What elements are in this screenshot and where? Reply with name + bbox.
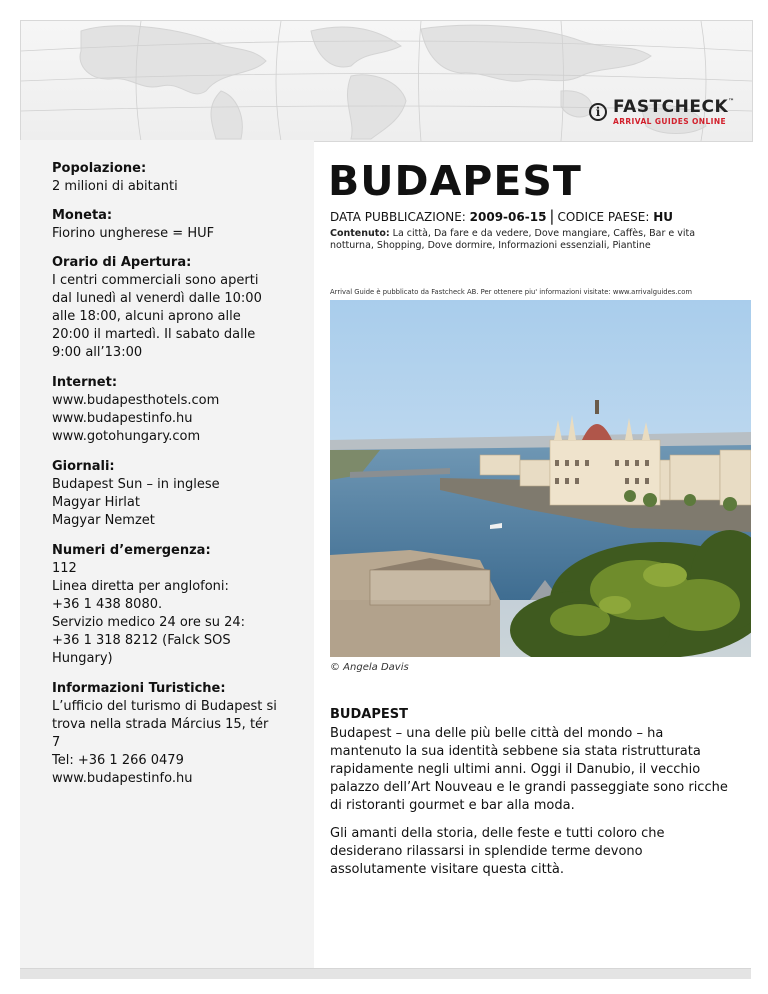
- footer-bar: [20, 968, 751, 979]
- emergency-section: [52, 542, 314, 668]
- paragraph-line: palazzo dell’Art Nouveau e le grandi passeggiate sono ricche: [330, 780, 728, 795]
- opening-hours-line: I centri commerciali sono aperti: [52, 273, 259, 288]
- opening-hours-line: 20:00 il martedì. Il sabato dalle: [52, 327, 256, 342]
- photo-credit: © Angela Davis: [330, 662, 409, 673]
- emergency-line: +36 1 318 8212 (Falck SOS: [52, 633, 231, 648]
- opening-hours-line: dal lunedì al venerdì dalle 10:00: [52, 291, 262, 306]
- publisher-note: Arrival Guide è pubblicato da Fastcheck AB. Per ottenere piu' informazioni visitate: www.arrivalguides.com: [330, 288, 692, 296]
- pub-date-label: DATA PUBBLICAZIONE:: [330, 210, 470, 224]
- tourist-info-section: [52, 680, 314, 788]
- tourist-info-line: L’ufficio del turismo di Budapest si: [52, 699, 277, 714]
- population-section: [52, 160, 314, 196]
- paragraph-line: di ristoranti gourmet e bar alla moda.: [330, 798, 575, 813]
- publication-info: [330, 207, 673, 225]
- contents-list: [330, 228, 740, 252]
- header-banner: [20, 20, 753, 142]
- country-code: HU: [653, 210, 673, 224]
- internet-section: [52, 374, 314, 446]
- newspaper-item: Magyar Hirlat: [52, 495, 140, 510]
- info-sidebar: [20, 140, 314, 970]
- population-text: 2 milioni di abitanti: [52, 179, 178, 194]
- newspapers-section: [52, 458, 314, 530]
- newspaper-item: Budapest Sun – in inglese: [52, 477, 220, 492]
- page-title: BUDAPEST: [328, 157, 582, 205]
- separator: |: [549, 207, 555, 225]
- paragraph-line: desiderano rilassarsi in splendide terme devono: [330, 844, 643, 859]
- opening-hours-line: alle 18:00, alcuni aprono alle: [52, 309, 241, 324]
- country-code-label: CODICE PAESE:: [557, 210, 654, 224]
- population-heading: Popolazione:: [52, 161, 147, 176]
- logo-brand: FASTCHECK: [613, 97, 729, 117]
- tourist-info-line: Tel: +36 1 266 0479: [52, 753, 184, 768]
- emergency-heading: Numeri d’emergenza:: [52, 543, 211, 558]
- currency-heading: Moneta:: [52, 208, 113, 223]
- contents-text: La città, Da fare e da vedere, Dove mangiare, Caffès, Bar e vita notturna, Shopping, Dove dormire, Informazioni essenziali, Piantine: [330, 228, 696, 251]
- emergency-line: +36 1 438 8080.: [52, 597, 163, 612]
- emergency-line: Hungary): [52, 651, 113, 666]
- newspaper-item: Magyar Nemzet: [52, 513, 155, 528]
- logo-trademark: ™: [728, 98, 735, 105]
- tourist-info-line: 7: [52, 735, 61, 750]
- paragraph-line: Gli amanti della storia, delle feste e tutti coloro che: [330, 826, 665, 841]
- tourist-info-heading: Informazioni Turistiche:: [52, 681, 226, 696]
- paragraph-line: mantenuto la sua identità sebbene sia stata ristrutturata: [330, 744, 701, 759]
- article-paragraph: [330, 725, 746, 815]
- paragraph-line: Budapest – una delle più belle città del mondo – ha: [330, 726, 664, 741]
- article-paragraph: [330, 825, 746, 879]
- tourist-info-line: trova nella strada Március 15, tér: [52, 717, 269, 732]
- currency-section: [52, 207, 314, 243]
- article-title: BUDAPEST: [330, 707, 408, 722]
- pub-date: 2009-06-15: [469, 210, 547, 224]
- internet-link[interactable]: www.gotohungary.com: [52, 429, 201, 444]
- opening-hours-section: [52, 254, 314, 362]
- paragraph-line: assolutamente visitare questa città.: [330, 862, 564, 877]
- opening-hours-line: 9:00 all’13:00: [52, 345, 143, 360]
- budapest-photo: [330, 300, 751, 657]
- opening-hours-heading: Orario di Apertura:: [52, 255, 192, 270]
- internet-heading: Internet:: [52, 375, 118, 390]
- internet-link[interactable]: www.budapestinfo.hu: [52, 411, 193, 426]
- emergency-line: Linea diretta per anglofoni:: [52, 579, 229, 594]
- tourist-info-line[interactable]: www.budapestinfo.hu: [52, 771, 193, 786]
- currency-text: Fiorino ungherese = HUF: [52, 226, 215, 241]
- info-icon: i: [589, 103, 607, 121]
- fastcheck-logo: [589, 99, 735, 126]
- contents-label: Contenuto:: [330, 228, 390, 239]
- logo-tagline: ARRIVAL GUIDES ONLINE: [613, 117, 727, 126]
- emergency-line: Servizio medico 24 ore su 24:: [52, 615, 246, 630]
- newspapers-heading: Giornali:: [52, 459, 115, 474]
- emergency-line: 112: [52, 561, 77, 576]
- internet-link[interactable]: www.budapesthotels.com: [52, 393, 220, 408]
- paragraph-line: rapidamente negli ultimi anni. Oggi il Danubio, il vecchio: [330, 762, 701, 777]
